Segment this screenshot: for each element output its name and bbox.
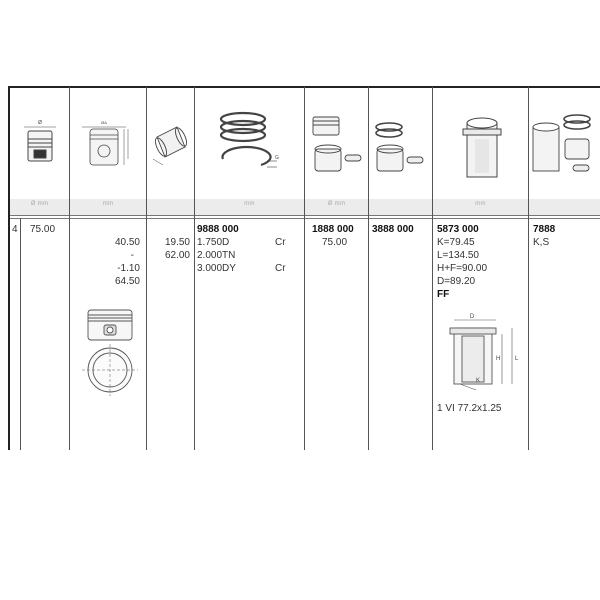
unit-label xyxy=(369,201,432,213)
unit-label: Ø mm xyxy=(327,201,346,207)
piston-rings-icon xyxy=(195,87,304,199)
svg-text:ØA: ØA xyxy=(101,120,107,125)
liner-note: 1 VI 77.2x1.25 xyxy=(437,403,502,414)
svg-text:G: G xyxy=(275,155,279,161)
liner-diagram-label: D xyxy=(469,314,475,320)
piston-pin-icon xyxy=(147,87,194,199)
liner-spec: H+F=90.00 xyxy=(437,263,488,274)
piston-kit-icon xyxy=(369,87,432,199)
liner-spec: K=79.45 xyxy=(437,237,475,248)
unit-label: Ø mm xyxy=(30,201,49,207)
pin-dim-value: 19.50 xyxy=(164,237,190,248)
liner-spec: L=134.50 xyxy=(437,250,479,261)
unit-label: mm xyxy=(475,201,486,207)
unit-label xyxy=(147,201,194,213)
liner-diagram-label: L xyxy=(515,356,519,362)
rings-code: 9888 000 xyxy=(197,224,239,235)
row-index: 4 xyxy=(12,224,18,235)
liner-drawing-icon xyxy=(436,310,522,400)
unit-label: mm xyxy=(244,201,255,207)
piston-drawing-icon xyxy=(78,306,142,398)
piston-assembly-value: 75.00 xyxy=(322,237,348,248)
ring-coating: Cr xyxy=(275,237,286,248)
column-divider xyxy=(20,218,21,450)
piston-dim-value: 64.50 xyxy=(114,276,140,287)
liner-type: FF xyxy=(437,289,450,300)
diameter-value: 75.00 xyxy=(30,224,56,235)
piston-dim-value: -1.10 xyxy=(117,263,140,274)
svg-text:Ø: Ø xyxy=(38,120,42,126)
liner-kit-icon xyxy=(529,87,600,199)
piston-assembly-icon xyxy=(305,87,368,199)
liner-kit-code: 7888 xyxy=(533,224,556,235)
liner-spec: D=89.20 xyxy=(437,276,476,287)
ring-size: 2.000TN xyxy=(197,250,236,261)
piston-kit-code: 3888 000 xyxy=(372,224,414,235)
ring-coating: Cr xyxy=(275,263,286,274)
piston-dimension-icon xyxy=(70,87,146,199)
unit-label: mm xyxy=(102,201,114,207)
pin-dim-value: 62.00 xyxy=(164,250,190,261)
ring-size: 3.000DY xyxy=(197,263,236,274)
piston-dim-value: - xyxy=(130,250,134,261)
ring-size: 1.750D xyxy=(197,237,230,248)
liner-code: 5873 000 xyxy=(437,224,479,235)
piston-top-icon xyxy=(10,87,69,199)
cylinder-liner-icon xyxy=(433,87,528,199)
liner-diagram-label: K xyxy=(476,378,481,384)
unit-label xyxy=(529,201,600,213)
piston-assembly-code: 1888 000 xyxy=(312,224,354,235)
liner-kit-type: K,S xyxy=(533,237,550,248)
liner-diagram-label: H xyxy=(496,356,501,362)
piston-dim-value: 40.50 xyxy=(114,237,140,248)
